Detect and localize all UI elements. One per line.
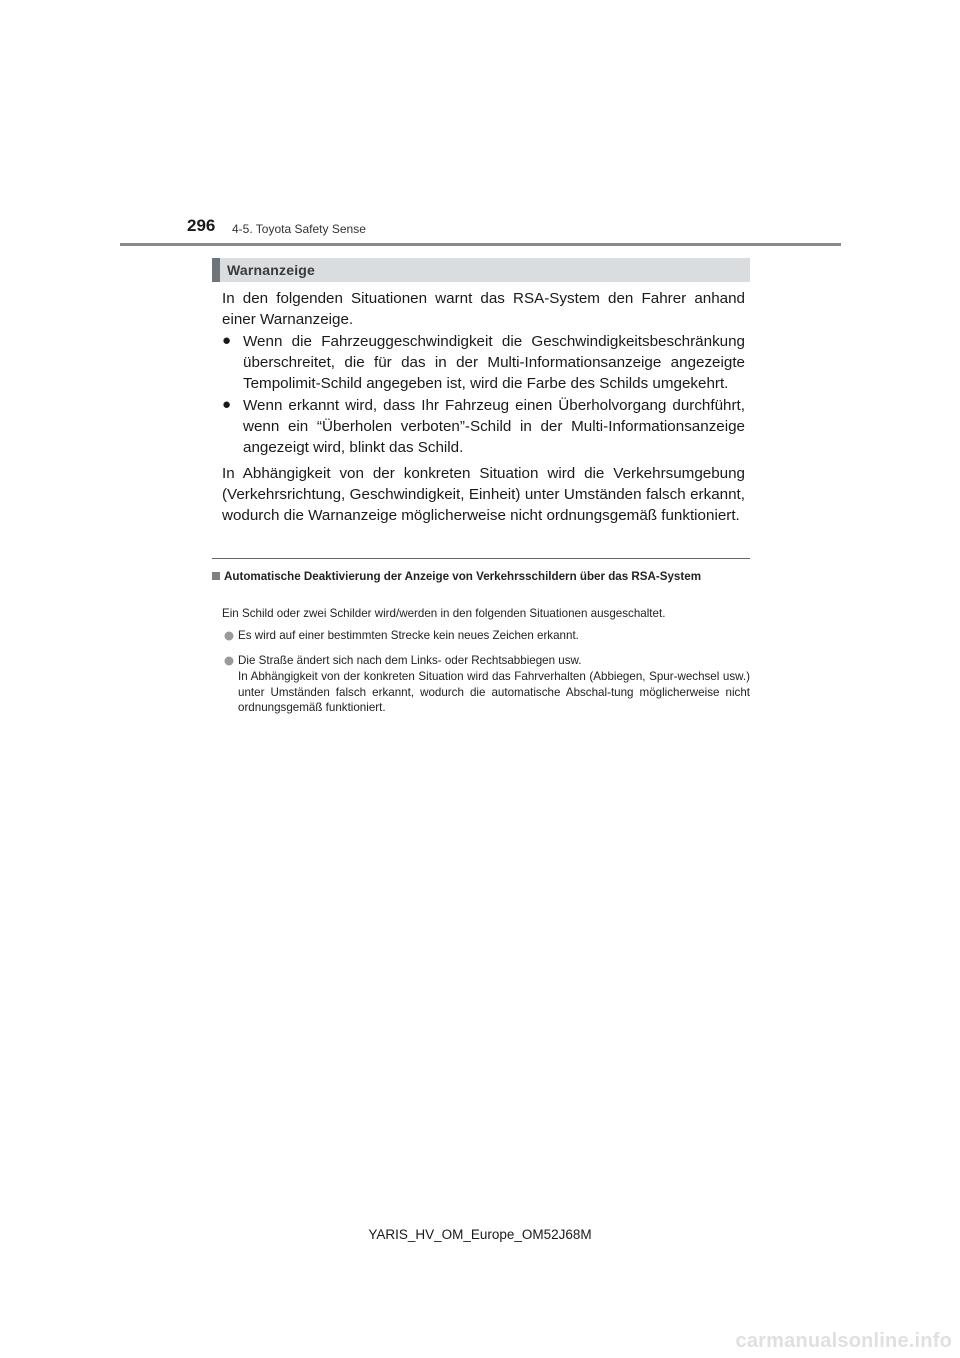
header-divider — [120, 243, 841, 246]
square-marker-icon — [212, 572, 220, 580]
bullet-dot-icon: ● — [222, 332, 232, 349]
circle-bullet-icon — [224, 656, 234, 666]
watermark: carmanualsonline.info — [735, 1330, 952, 1352]
closing-paragraph: In Abhängigkeit von der konkreten Situation wird die Verkehrsumgebung (Verkehrsrichtung, Geschwindigkeit, Einheit) unter Umständen falsch erkannt, wodurch die Warnanzeige möglicherweise nicht ordnungsgemäß funktioniert. — [222, 465, 745, 525]
bullet-item-1: Wenn die Fahrzeuggeschwindigkeit die Geschwindigkeitsbeschränkung überschreitet, die für das in der Multi-Informationsanzeige angezeigte Tempolimit-Schild angegeben ist, wird die Farbe des Schilds umgekehrt. — [243, 333, 745, 393]
document-id: YARIS_HV_OM_Europe_OM52J68M — [368, 1227, 592, 1242]
section-heading-label: Warnanzeige — [227, 262, 316, 278]
bullet-item-2: Wenn erkannt wird, dass Ihr Fahrzeug einen Überholvorgang durchführt, wenn ein “Überholen verboten”-Schild in der Multi-Informationsanzeige angezeigt wird, blinkt das Schild. — [243, 397, 745, 457]
note-paragraph: Ein Schild oder zwei Schilder wird/werden in den folgenden Situationen ausgeschaltet. — [222, 607, 666, 620]
note-divider — [212, 558, 750, 559]
circle-bullet-icon — [224, 631, 234, 641]
intro-paragraph: In den folgenden Situationen warnt das RSA-System den Fahrer anhand einer Warnanzeige. — [222, 290, 745, 329]
note-bullet-item-2: Die Straße ändert sich nach dem Links- oder Rechtsabbiegen usw. — [238, 654, 582, 667]
note-bullet-item-1: Es wird auf einer bestimmten Strecke kein neues Zeichen erkannt. — [238, 629, 579, 642]
bullet-dot-icon: ● — [222, 396, 232, 413]
section-reference: 4-5. Toyota Safety Sense — [232, 222, 366, 236]
note-title: Automatische Deaktivierung der Anzeige von Verkehrsschildern über das RSA-System — [224, 570, 701, 583]
note-bullet-detail: In Abhängigkeit von der konkreten Situation wird das Fahrverhalten (Abbiegen, Spur-wechsel usw.) unter Umständen falsch erkannt, wodurch die automatische Abschal-tung möglicherweise nicht ordnungsgemäß funktioniert. — [238, 670, 750, 715]
section-heading — [212, 258, 750, 282]
page-number: 296 — [187, 216, 216, 235]
